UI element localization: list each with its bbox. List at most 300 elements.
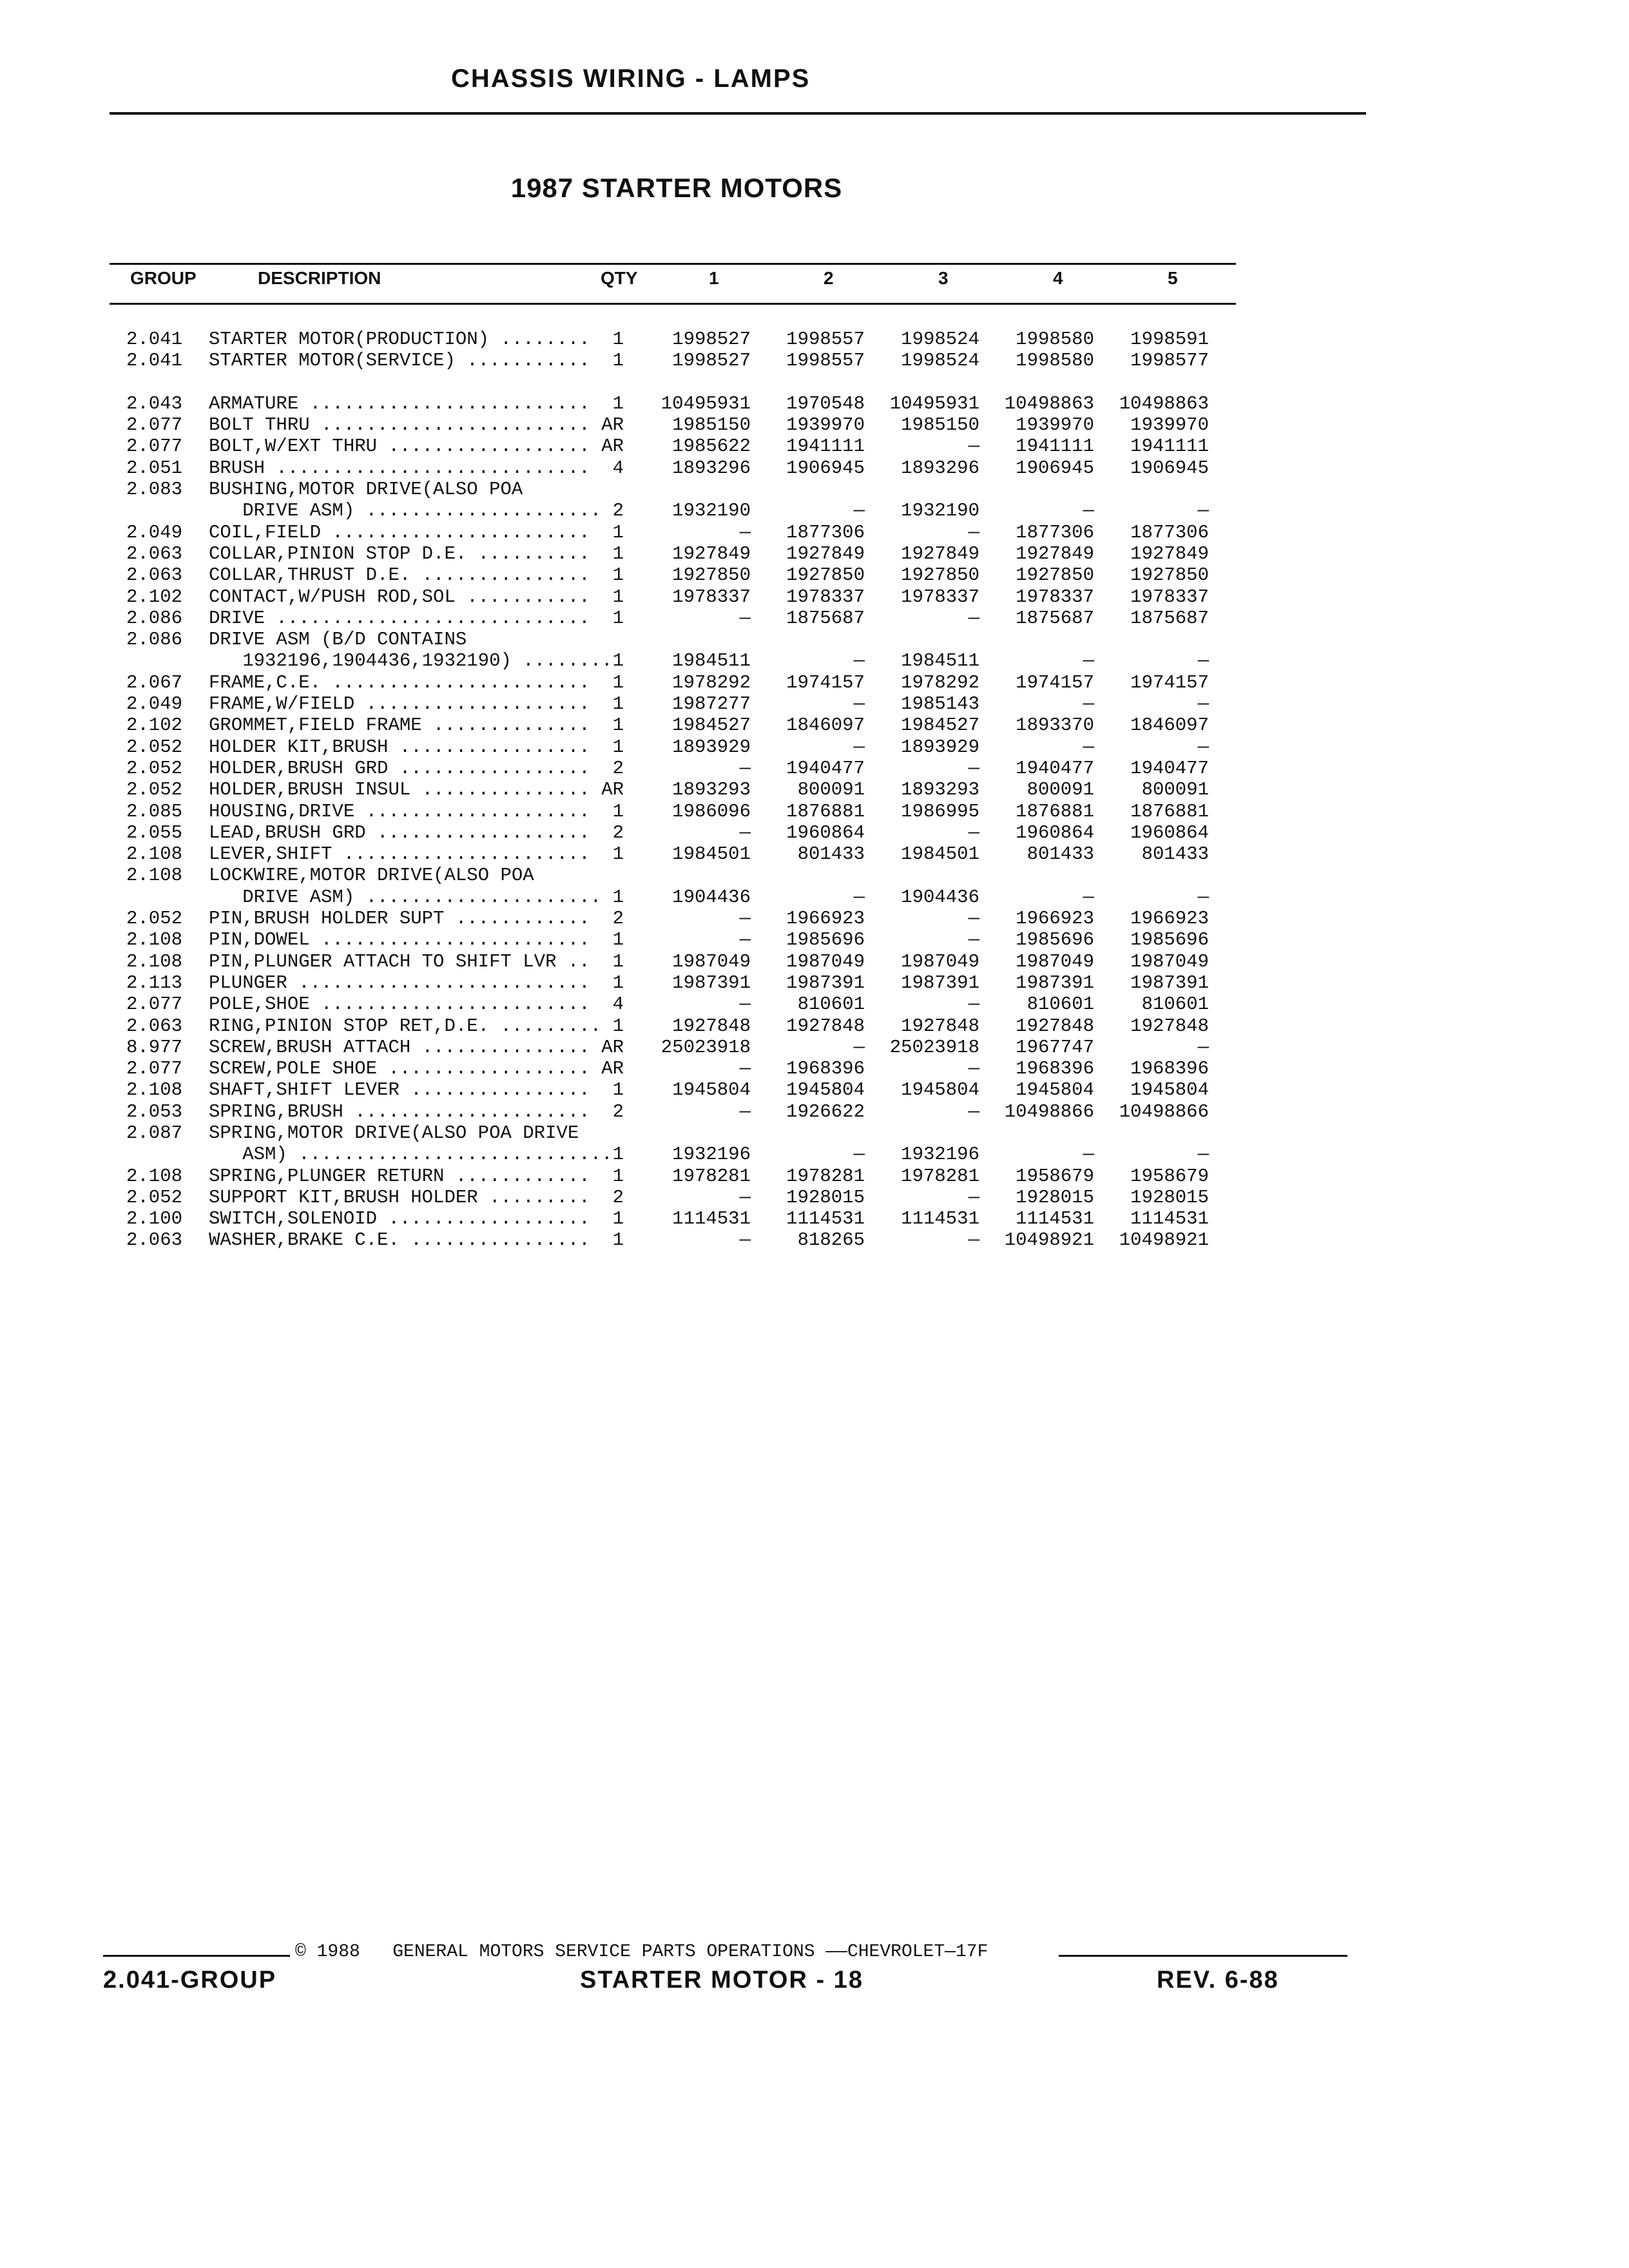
part-number-cell: —	[853, 500, 865, 522]
table-row	[0, 436, 1629, 457]
part-number-cell: 1974157	[1130, 671, 1209, 693]
group-cell: 2.108	[126, 843, 183, 865]
group-cell: 2.077	[126, 1058, 183, 1080]
description-cell: SUPPORT KIT,BRUSH HOLDER .........	[209, 1186, 590, 1208]
description-cell: PLUNGER ..........................	[209, 972, 590, 994]
table-row	[0, 522, 1629, 543]
part-number-cell: 1987049	[1016, 950, 1094, 972]
table-row	[0, 758, 1629, 779]
part-number-cell: 1978281	[672, 1165, 751, 1187]
part-number-cell: —	[853, 886, 865, 908]
part-number-cell: 810601	[1027, 994, 1094, 1015]
part-number-cell: 10498866	[1004, 1100, 1094, 1122]
part-number-cell: 1114531	[1016, 1208, 1094, 1230]
part-number-cell: 1968396	[1130, 1058, 1209, 1080]
qty-cell: 2	[612, 757, 624, 779]
table-row	[0, 843, 1629, 865]
page-header-title: CHASSIS WIRING - LAMPS	[451, 64, 811, 93]
part-number-cell: 818265	[797, 1229, 865, 1251]
part-number-cell: —	[1197, 650, 1209, 672]
part-number-cell: 1998557	[786, 329, 865, 350]
part-number-cell: —	[739, 1186, 751, 1208]
part-number-cell: 1893296	[901, 457, 979, 479]
part-number-cell: 1984511	[672, 650, 751, 672]
part-number-cell: —	[968, 908, 979, 930]
part-number-cell: 25023918	[660, 1036, 751, 1058]
part-number-cell: 1945804	[1016, 1079, 1094, 1101]
qty-cell: 1	[612, 1165, 624, 1187]
table-header-rule	[110, 303, 1236, 305]
part-number-cell: 1945804	[1130, 1079, 1209, 1101]
table-row	[0, 1079, 1629, 1100]
group-cell: 2.086	[126, 607, 183, 629]
part-number-cell: 1906945	[1130, 457, 1209, 479]
part-number-cell: 1927849	[786, 543, 865, 564]
part-number-cell: 1927849	[1130, 543, 1209, 564]
part-number-cell: 1927850	[1016, 564, 1094, 586]
qty-cell: 2	[612, 1100, 624, 1122]
col-header-group: GROUP	[130, 268, 197, 288]
group-cell: 2.100	[126, 1208, 183, 1230]
group-cell: 2.043	[126, 392, 183, 414]
part-number-cell: —	[739, 1058, 751, 1080]
part-number-cell: —	[968, 521, 979, 543]
group-cell: 2.108	[126, 1079, 183, 1101]
part-number-cell: 1927849	[1016, 543, 1094, 564]
part-number-cell: 1987049	[672, 950, 751, 972]
qty-cell: 1	[612, 886, 624, 908]
qty-cell: AR	[601, 1036, 624, 1058]
description-cell: ASM) ............................	[209, 1144, 613, 1166]
part-number-cell: 1966923	[1130, 908, 1209, 930]
part-number-cell: 1998527	[672, 350, 751, 372]
part-number-cell: 800091	[1141, 779, 1209, 801]
part-number-cell: —	[968, 607, 979, 629]
part-number-cell: —	[968, 757, 979, 779]
description-cell: DRIVE ASM) .....................	[209, 500, 602, 522]
header-rule	[110, 112, 1366, 115]
part-number-cell: —	[853, 693, 865, 715]
part-number-cell: —	[853, 650, 865, 672]
part-number-cell: 1928015	[1130, 1186, 1209, 1208]
group-cell: 2.077	[126, 994, 183, 1015]
table-row	[0, 887, 1629, 908]
footer-revision: REV. 6-88	[1157, 1966, 1279, 1994]
part-number-cell: —	[853, 1036, 865, 1058]
table-row	[0, 393, 1629, 414]
table-row	[0, 608, 1629, 629]
table-row	[0, 1208, 1629, 1229]
qty-cell: 2	[612, 500, 624, 522]
part-number-cell: 1967747	[1016, 1036, 1094, 1058]
part-number-cell: 800091	[1027, 779, 1094, 801]
part-number-cell: 1968396	[786, 1058, 865, 1080]
part-number-cell: 1960864	[1016, 822, 1094, 843]
part-number-cell: 1941111	[1016, 436, 1094, 457]
group-cell: 2.052	[126, 736, 183, 758]
part-number-cell: 1876881	[1016, 800, 1094, 822]
part-number-cell: 810601	[1141, 994, 1209, 1015]
part-number-cell: 1893293	[901, 779, 979, 801]
part-number-cell: —	[968, 822, 979, 843]
part-number-cell: 10498921	[1004, 1229, 1094, 1251]
part-number-cell: —	[968, 929, 979, 951]
part-number-cell: 1978281	[786, 1165, 865, 1187]
part-number-cell: 1939970	[1130, 414, 1209, 436]
table-row	[0, 329, 1629, 350]
part-number-cell: —	[1083, 1144, 1094, 1166]
table-row	[0, 672, 1629, 693]
part-number-cell: 1978337	[1130, 586, 1209, 608]
col-header-3: 3	[938, 268, 949, 288]
part-number-cell: 1978337	[786, 586, 865, 608]
table-row	[0, 414, 1629, 436]
qty-cell: 1	[612, 350, 624, 372]
col-header-qty: QTY	[601, 268, 638, 288]
table-row	[0, 929, 1629, 950]
part-number-cell: 1114531	[901, 1208, 979, 1230]
description-cell: PIN,BRUSH HOLDER SUPT ............	[209, 908, 590, 930]
part-number-cell: 1939970	[1016, 414, 1094, 436]
part-number-cell: 1877306	[786, 521, 865, 543]
part-number-cell: 1985696	[786, 929, 865, 951]
part-number-cell: —	[739, 994, 751, 1015]
description-cell: PIN,PLUNGER ATTACH TO SHIFT LVR ..	[209, 950, 590, 972]
part-number-cell: 1940477	[786, 757, 865, 779]
group-cell: 2.108	[126, 950, 183, 972]
qty-cell: 1	[612, 736, 624, 758]
description-cell: HOLDER,BRUSH GRD .................	[209, 757, 590, 779]
part-number-cell: —	[1083, 886, 1094, 908]
part-number-cell: —	[739, 1100, 751, 1122]
description-cell: STARTER MOTOR(SERVICE) ...........	[209, 350, 590, 372]
qty-cell: 1	[612, 800, 624, 822]
part-number-cell: 1987391	[901, 972, 979, 994]
qty-cell: 1	[612, 521, 624, 543]
part-number-cell: 1877306	[1016, 521, 1094, 543]
qty-cell: 1	[612, 650, 624, 672]
group-cell: 2.108	[126, 1165, 183, 1187]
part-number-cell: 1998591	[1130, 329, 1209, 350]
qty-cell: 1	[612, 392, 624, 414]
description-cell: BRUSH ............................	[209, 457, 590, 479]
part-number-cell: 1927849	[672, 543, 751, 564]
table-row	[0, 1187, 1629, 1208]
group-cell: 2.077	[126, 414, 183, 436]
description-cell: HOLDER KIT,BRUSH .................	[209, 736, 590, 758]
part-number-cell: 1927850	[672, 564, 751, 586]
description-cell: BUSHING,MOTOR DRIVE(ALSO POA	[209, 479, 523, 501]
description-cell: LEAD,BRUSH GRD ...................	[209, 822, 590, 843]
part-number-cell: —	[1083, 650, 1094, 672]
part-number-cell: 1984501	[901, 843, 979, 865]
part-number-cell: 1945804	[901, 1079, 979, 1101]
table-row	[0, 951, 1629, 972]
part-number-cell: —	[968, 1229, 979, 1251]
qty-cell: 1	[612, 1208, 624, 1230]
part-number-cell: 1987277	[672, 693, 751, 715]
part-number-cell: 1927848	[901, 1015, 979, 1037]
part-number-cell: 1927850	[901, 564, 979, 586]
qty-cell: 1	[612, 586, 624, 608]
part-number-cell: 1978337	[1016, 586, 1094, 608]
qty-cell: 4	[612, 457, 624, 479]
part-number-cell: 1998577	[1130, 350, 1209, 372]
part-number-cell: 1966923	[1016, 908, 1094, 930]
description-cell: 1932196,1904436,1932190) ........	[209, 650, 613, 672]
table-row	[0, 822, 1629, 843]
qty-cell: AR	[601, 779, 624, 801]
description-cell: COLLAR,PINION STOP D.E. ..........	[209, 543, 590, 564]
part-number-cell: 1998524	[901, 350, 979, 372]
part-number-cell: 801433	[1027, 843, 1094, 865]
group-cell: 2.108	[126, 929, 183, 951]
table-row	[0, 586, 1629, 608]
group-cell: 2.049	[126, 521, 183, 543]
table-row	[0, 1037, 1629, 1058]
part-number-cell: 1893929	[901, 736, 979, 758]
part-number-cell: 1846097	[1130, 715, 1209, 736]
part-number-cell: —	[739, 822, 751, 843]
group-cell: 2.055	[126, 822, 183, 843]
part-number-cell: 801433	[797, 843, 865, 865]
part-number-cell: 1987049	[786, 950, 865, 972]
part-number-cell: —	[853, 736, 865, 758]
description-cell: DRIVE ASM (B/D CONTAINS	[209, 629, 467, 651]
part-number-cell: 1928015	[1016, 1186, 1094, 1208]
table-row	[0, 1144, 1629, 1165]
part-number-cell: 1998524	[901, 329, 979, 350]
qty-cell: 1	[612, 564, 624, 586]
part-number-cell: 1998527	[672, 329, 751, 350]
description-cell: LOCKWIRE,MOTOR DRIVE(ALSO POA	[209, 865, 534, 887]
qty-cell: 1	[612, 950, 624, 972]
part-number-cell: 1876881	[786, 800, 865, 822]
part-number-cell: 1986995	[901, 800, 979, 822]
part-number-cell: 10495931	[889, 392, 979, 414]
table-row	[0, 779, 1629, 800]
part-number-cell: 10498921	[1119, 1229, 1209, 1251]
part-number-cell: 1846097	[786, 715, 865, 736]
part-number-cell: 1987391	[786, 972, 865, 994]
table-row	[0, 865, 1629, 886]
qty-cell: 1	[612, 1229, 624, 1251]
qty-cell: 1	[612, 1144, 624, 1166]
table-row	[0, 736, 1629, 758]
section-title: 1987 STARTER MOTORS	[510, 173, 843, 203]
description-cell: COLLAR,THRUST D.E. ...............	[209, 564, 590, 586]
qty-cell: AR	[601, 1058, 624, 1080]
table-row	[0, 457, 1629, 479]
part-number-cell: —	[739, 1229, 751, 1251]
group-cell: 2.063	[126, 543, 183, 564]
qty-cell: 2	[612, 908, 624, 930]
qty-cell: 1	[612, 607, 624, 629]
table-row	[0, 693, 1629, 715]
part-number-cell: —	[1197, 1144, 1209, 1166]
footer-group: 2.041-GROUP	[103, 1966, 277, 1994]
part-number-cell: 1932196	[901, 1144, 979, 1166]
part-number-cell: —	[1197, 886, 1209, 908]
part-number-cell: 1927848	[1130, 1015, 1209, 1037]
part-number-cell: 1945804	[672, 1079, 751, 1101]
part-number-cell: 1958679	[1016, 1165, 1094, 1187]
part-number-cell: 1877306	[1130, 521, 1209, 543]
group-cell: 2.067	[126, 671, 183, 693]
part-number-cell: 1927849	[901, 543, 979, 564]
table-top-rule	[110, 263, 1236, 265]
part-number-cell: 1927848	[1016, 1015, 1094, 1037]
table-row	[0, 801, 1629, 822]
description-cell: ARMATURE .........................	[209, 392, 590, 414]
group-cell: 2.052	[126, 1186, 183, 1208]
group-cell: 2.085	[126, 800, 183, 822]
part-number-cell: 1927850	[786, 564, 865, 586]
part-number-cell: 1984527	[901, 715, 979, 736]
part-number-cell: 1926622	[786, 1100, 865, 1122]
part-number-cell: 1114531	[672, 1208, 751, 1230]
description-cell: FRAME,W/FIELD ....................	[209, 693, 590, 715]
part-number-cell: 1978337	[901, 586, 979, 608]
part-number-cell: —	[739, 908, 751, 930]
part-number-cell: —	[853, 1144, 865, 1166]
col-header-1: 1	[709, 268, 719, 288]
description-cell: SCREW,POLE SHOE ..................	[209, 1058, 590, 1080]
part-number-cell: 1984511	[901, 650, 979, 672]
footer-rule-left	[103, 1955, 290, 1957]
part-number-cell: 1945804	[786, 1079, 865, 1101]
part-number-cell: 1941111	[786, 436, 865, 457]
description-cell: LEVER,SHIFT ......................	[209, 843, 590, 865]
group-cell: 2.052	[126, 757, 183, 779]
group-cell: 2.063	[126, 564, 183, 586]
part-number-cell: 1904436	[672, 886, 751, 908]
part-number-cell: 1893370	[1016, 715, 1094, 736]
part-number-cell: 1932190	[901, 500, 979, 522]
part-number-cell: —	[968, 994, 979, 1015]
part-number-cell: 1940477	[1016, 757, 1094, 779]
part-number-cell: 1927848	[786, 1015, 865, 1037]
parts-table	[0, 329, 1629, 1251]
col-header-5: 5	[1168, 268, 1178, 288]
table-row	[0, 972, 1629, 994]
part-number-cell: —	[1197, 500, 1209, 522]
table-row	[0, 650, 1629, 671]
part-number-cell: 1985143	[901, 693, 979, 715]
group-cell: 2.052	[126, 779, 183, 801]
description-cell: PIN,DOWEL ........................	[209, 929, 590, 951]
part-number-cell: 1958679	[1130, 1165, 1209, 1187]
description-cell: SPRING,MOTOR DRIVE(ALSO POA DRIVE	[209, 1122, 579, 1144]
group-cell: 2.063	[126, 1015, 183, 1037]
table-row	[0, 500, 1629, 521]
part-number-cell: 1985622	[672, 436, 751, 457]
part-number-cell: —	[1083, 736, 1094, 758]
part-number-cell: —	[968, 1186, 979, 1208]
footer-page-title: STARTER MOTOR - 18	[580, 1966, 863, 1994]
part-number-cell: 1114531	[786, 1208, 865, 1230]
part-number-cell: 1987049	[1130, 950, 1209, 972]
part-number-cell: 1966923	[786, 908, 865, 930]
col-header-description: DESCRIPTION	[258, 268, 381, 288]
part-number-cell: 1978337	[672, 586, 751, 608]
part-number-cell: 1114531	[1130, 1208, 1209, 1230]
description-cell: RING,PINION STOP RET,D.E. .........	[209, 1015, 602, 1037]
description-cell: BOLT THRU ........................	[209, 414, 590, 436]
group-cell: 2.087	[126, 1122, 183, 1144]
description-cell: CONTACT,W/PUSH ROD,SOL ...........	[209, 586, 590, 608]
qty-cell: 1	[612, 693, 624, 715]
table-row	[0, 629, 1629, 650]
part-number-cell: 810601	[797, 994, 865, 1015]
table-row	[0, 564, 1629, 586]
part-number-cell: 1932190	[672, 500, 751, 522]
part-number-cell: 1970548	[786, 392, 865, 414]
group-cell: 2.108	[126, 865, 183, 887]
part-number-cell: 1998557	[786, 350, 865, 372]
table-row	[0, 994, 1629, 1015]
part-number-cell: —	[968, 1100, 979, 1122]
qty-cell: 1	[612, 929, 624, 951]
group-cell: 2.113	[126, 972, 183, 994]
group-cell: 2.102	[126, 586, 183, 608]
part-number-cell: 1904436	[901, 886, 979, 908]
description-cell: SPRING,PLUNGER RETURN ............	[209, 1165, 590, 1187]
part-number-cell: 10498863	[1119, 392, 1209, 414]
part-number-cell: 1927850	[1130, 564, 1209, 586]
table-row	[0, 543, 1629, 564]
description-cell: STARTER MOTOR(PRODUCTION) ........	[209, 329, 590, 350]
group-cell: 2.041	[126, 329, 183, 350]
part-number-cell: 10495931	[660, 392, 751, 414]
footer-copyright-line: © 1988 GENERAL MOTORS SERVICE PARTS OPERATIONS ——CHEVROLET—17F	[295, 1942, 988, 1962]
description-cell: FRAME,C.E. .......................	[209, 671, 590, 693]
description-cell: SWITCH,SOLENOID ..................	[209, 1208, 590, 1230]
description-cell: BOLT,W/EXT THRU ..................	[209, 436, 590, 457]
group-cell: 2.051	[126, 457, 183, 479]
table-row	[0, 1166, 1629, 1187]
qty-cell: 1	[612, 329, 624, 350]
table-row	[0, 1101, 1629, 1122]
part-number-cell: 1985150	[901, 414, 979, 436]
part-number-cell: —	[1197, 1036, 1209, 1058]
part-number-cell: 801433	[1141, 843, 1209, 865]
part-number-cell: 1987391	[672, 972, 751, 994]
description-cell: DRIVE ............................	[209, 607, 590, 629]
part-number-cell: 1906945	[786, 457, 865, 479]
description-cell: COIL,FIELD .......................	[209, 521, 590, 543]
qty-cell: 1	[612, 1015, 624, 1037]
part-number-cell: 1928015	[786, 1186, 865, 1208]
qty-cell: AR	[601, 436, 624, 457]
description-cell: SCREW,BRUSH ATTACH ...............	[209, 1036, 590, 1058]
description-cell: GROMMET,FIELD FRAME ..............	[209, 715, 590, 736]
part-number-cell: 1939970	[786, 414, 865, 436]
part-number-cell: 1978292	[901, 671, 979, 693]
qty-cell: 1	[612, 543, 624, 564]
part-number-cell: —	[968, 436, 979, 457]
part-number-cell: 1987391	[1016, 972, 1094, 994]
part-number-cell: 1974157	[786, 671, 865, 693]
qty-cell: AR	[601, 414, 624, 436]
table-row	[0, 908, 1629, 929]
group-cell: 2.053	[126, 1100, 183, 1122]
part-number-cell: 1985696	[1016, 929, 1094, 951]
part-number-cell: 1940477	[1130, 757, 1209, 779]
group-cell: 2.041	[126, 350, 183, 372]
group-cell: 8.977	[126, 1036, 183, 1058]
part-number-cell: 10498866	[1119, 1100, 1209, 1122]
